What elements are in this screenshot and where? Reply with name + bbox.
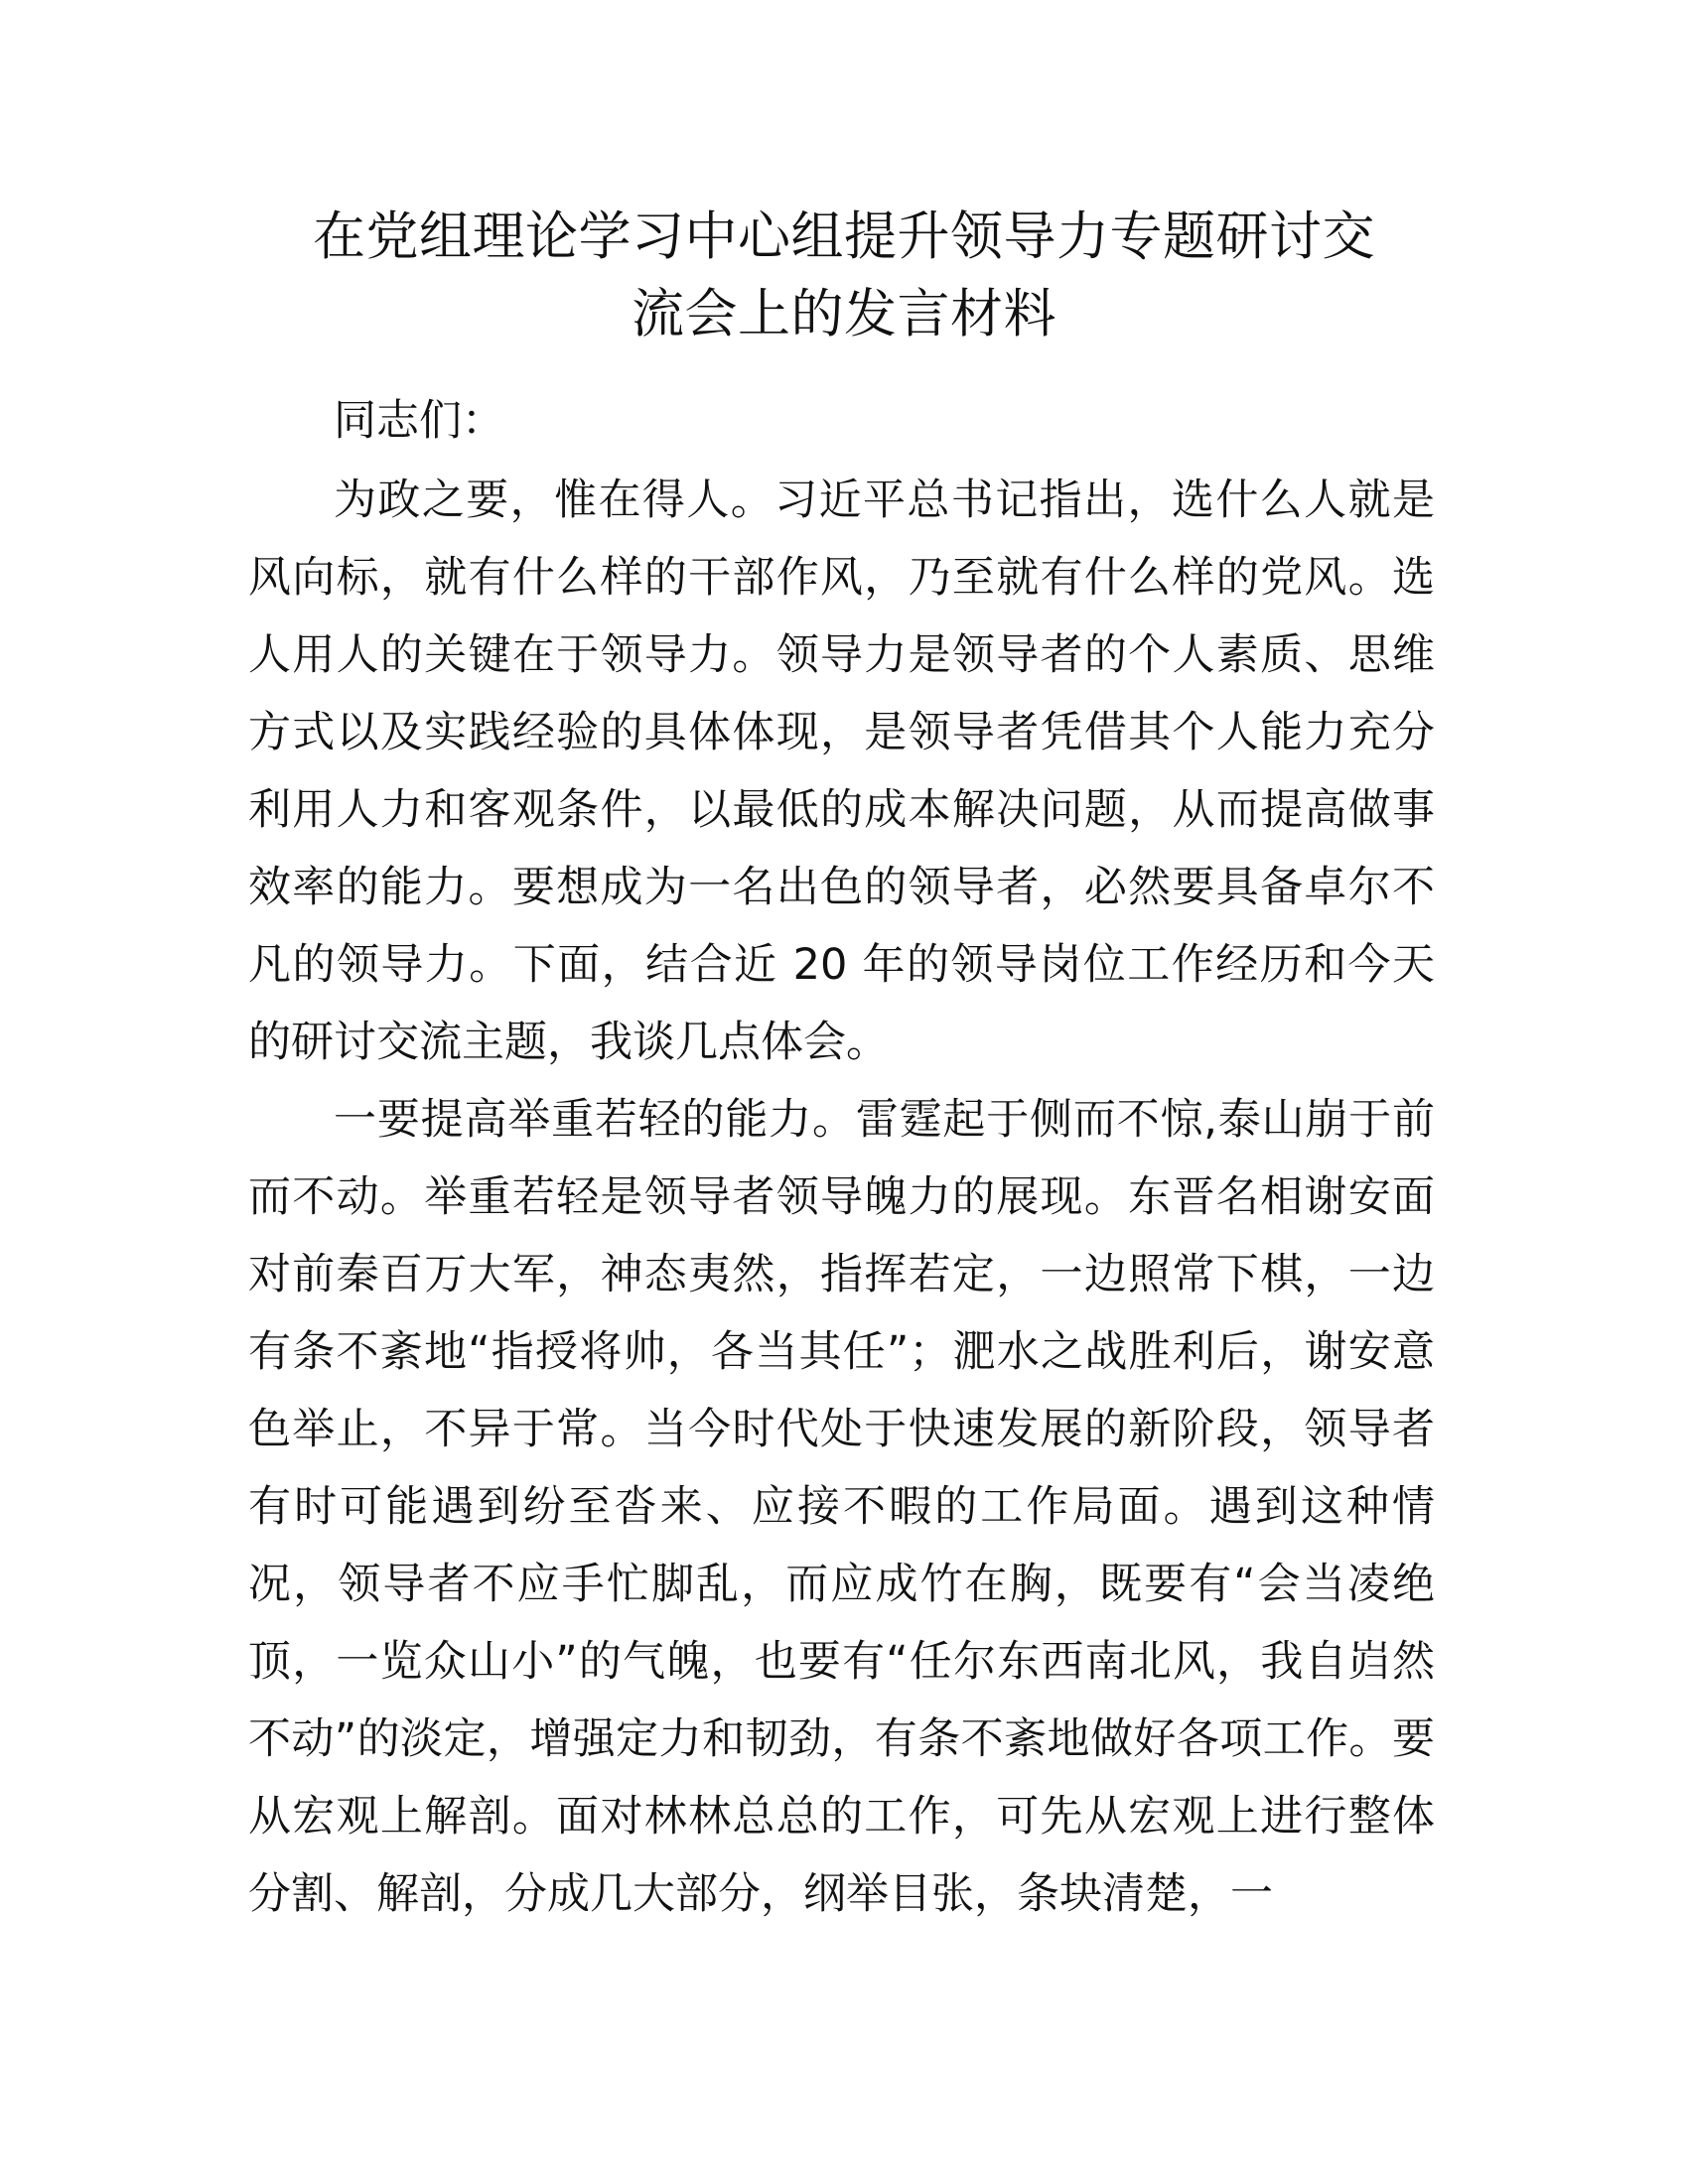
title-line-1: 在党组理论学习中心组提升领导力专题研讨交: [313, 206, 1375, 267]
title-line-2: 流会上的发言材料: [632, 284, 1056, 344]
body-paragraph: 一要提高举重若轻的能力。雷霆起于侧而不惊,泰山崩于前而不动。举重若轻是领导者领导魄力的展现。东晋名相谢安面对前秦百万大军，神态夷然，指挥若定，一边照常下棋，一边有条不紊地“指授将帅，各当其任”；淝水之战胜利后，谢安意色举止，不异于常。当今时代处于快速发展的新阶段，领导者有时可能遇到纷至沓来、应接不暇的工作局面。遇到这种情况，领导者不应手忙脚乱，而应成竹在胸，既要有“会当凌绝顶，一览众山小”的气魄，也要有“任尔东西南北风，我自岿然不动”的淡定，增强定力和韧劲，有条不紊地做好各项工作。要从宏观上解剖。面对林林总总的工作，可先从宏观上进行整体分割、解剖，分成几大部分，纲举目张，条块清楚，一: [248, 1095, 1435, 1919]
body-paragraph: 为政之要，惟在得人。习近平总书记指出，选什么人就是风向标，就有什么样的干部作风，乃至就有什么样的党风。选人用人的关键在于领导力。领导力是领导者的个人素质、思维方式以及实践经验的具体体现，是领导者凭借其个人能力充分利用人力和客观条件，以最低的成本解决问题，从而提高做事效率的能力。要想成为一名出色的领导者，必然要具备卓尔不凡的领导力。下面，结合近 20 年的领导岗位工作经历和今天的研讨交流主题，我谈几点体会。: [248, 476, 1435, 1067]
salutation: 同志们：: [334, 396, 504, 446]
document-body: [248, 382, 1435, 1933]
document-title: [248, 199, 1440, 353]
